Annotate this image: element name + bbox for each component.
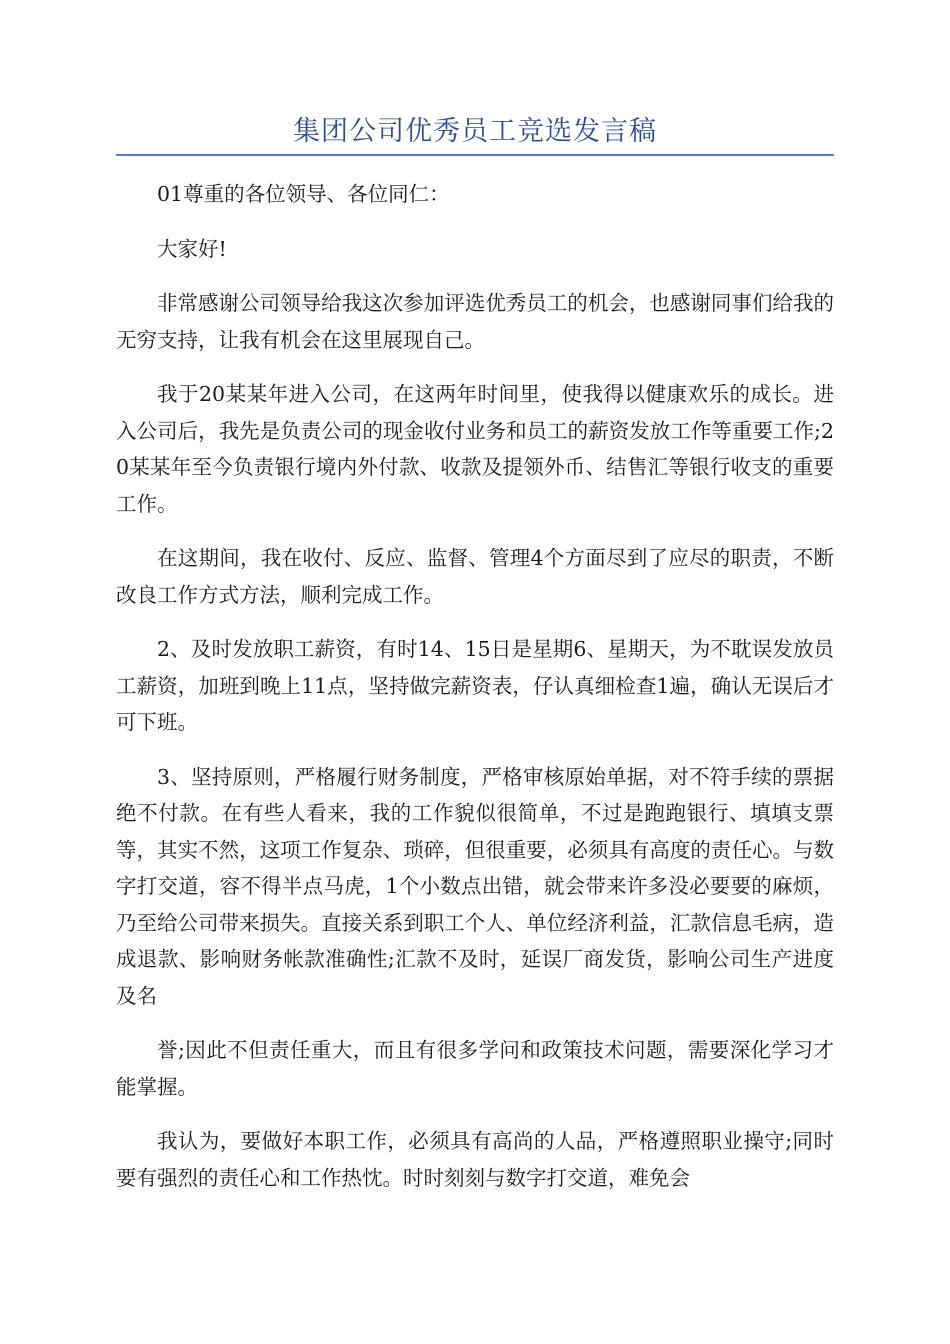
document-body [116, 176, 834, 1214]
paragraph-thanks: 非常感谢公司领导给我这次参加评选优秀员工的机会，也感谢同事们给我的无穷支持，让我有机会在这里展现自己。 [116, 291, 834, 352]
paragraph-reputation: 誉;因此不但责任重大，而且有很多学问和政策技术问题，需要深化学习才能掌握。 [116, 1038, 834, 1099]
paragraph-duties: 在这期间，我在收付、反应、监督、管理4个方面尽到了应尽的职责，不断改良工作方式方法，顺利完成工作。 [116, 546, 834, 607]
paragraph-salutation: 01尊重的各位领导、各位同仁： [157, 182, 450, 206]
paragraph-point-2: 2、及时发放职工薪资，有时14、15日是星期6、星期天，为不耽误发放员工薪资，加班到晚上11点，坚持做完薪资表，仔认真细检查1遍，确认无误后才可下班。 [116, 637, 834, 734]
document-title: 集团公司优秀员工竞选发言稿 [293, 116, 657, 147]
paragraph-career: 我于20某某年进入公司，在这两年时间里，使我得以健康欢乐的成长。进入公司后，我先是负责公司的现金收付业务和员工的薪资发放工作等重要工作;20某某年至今负责银行境内外付款、收款及提领外币、结售汇等银行收支的重要工作。 [116, 382, 834, 516]
title-underline [116, 154, 834, 156]
paragraph-conclusion: 我认为，要做好本职工作，必须具有高尚的人品，严格遵照职业操守;同时要有强烈的责任心和工作热忱。时时刻刻与数字打交道，难免会 [116, 1129, 834, 1190]
paragraph-greeting: 大家好! [157, 236, 227, 261]
paragraph-point-3: 3、坚持原则，严格履行财务制度，严格审核原始单据，对不符手续的票据绝不付款。在有些人看来，我的工作貌似很简单，不过是跑跑银行、填填支票等，其实不然，这项工作复杂、琐碎，但很重要，必须具有高度的责任心。与数字打交道，容不得半点马虎，1个小数点出错，就会带来许多没必要要的麻烦，乃至给公司带来损失。直接关系到职工个人、单位经济利益，汇款信息毛病，造成退款、影响财务帐款准确性;汇款不及时，延误厂商发货，影响公司生产进度及名 [116, 764, 834, 1008]
